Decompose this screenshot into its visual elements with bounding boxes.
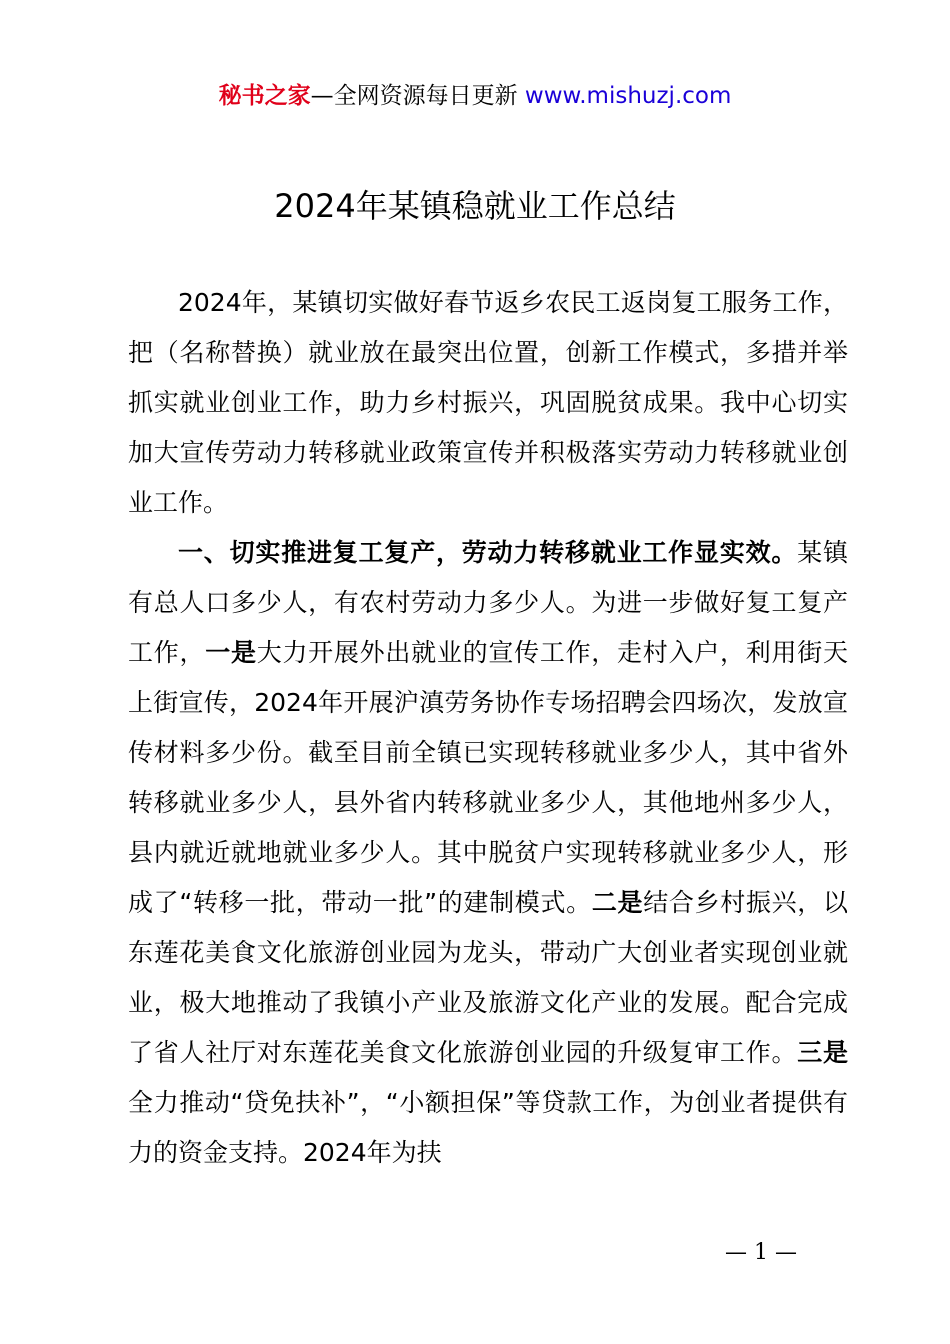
paragraph-text: 结合乡村振兴，以东莲花美食文化旅游创业园为龙头，带动广大创业者实现创业就业，极大地推动了我镇小产业及旅游文化产业的发展。配合完成了省人社厅对东莲花美食文化旅游创业园的升级复审工作。 [128, 888, 848, 1067]
section-1-paragraph [128, 528, 848, 1178]
document-body [128, 278, 848, 1178]
point-marker-1: 一是 [205, 638, 257, 667]
intro-paragraph: 2024年，某镇切实做好春节返乡农民工返岗复工服务工作，把（名称替换）就业放在最突出位置，创新工作模式，多措并举抓实就业创业工作，助力乡村振兴，巩固脱贫成果。我中心切实加大宣传劳动力转移就业政策宣传并积极落实劳动力转移就业创业工作。 [128, 288, 848, 517]
site-banner [0, 80, 950, 112]
paragraph-text: 全力推动“贷免扶补”，“小额担保”等贷款工作，为创业者提供有力的资金支持。2024年为扶 [128, 1088, 848, 1167]
section-1-heading: 一、切实推进复工复产，劳动力转移就业工作显实效。 [178, 538, 798, 567]
point-marker-2: 二是 [591, 888, 644, 917]
site-url-link[interactable]: www.mishuzj.com [524, 83, 732, 109]
point-marker-3: 三是 [797, 1038, 848, 1067]
site-slogan: 全网资源每日更新 [333, 83, 525, 109]
site-brand: 秘书之家 [218, 83, 311, 109]
document-title: 2024年某镇稳就业工作总结 [274, 187, 676, 225]
paragraph-text: 大力开展外出就业的宣传工作，走村入户，利用街天上街宣传，2024年开展沪滇劳务协作专场招聘会四场次，发放宣传材料多少份。截至目前全镇已实现转移就业多少人，其中省外转移就业多少人，县外省内转移就业多少人，其他地州多少人，县内就近就地就业多少人。其中脱贫户实现转移就业多少人，形成了“转移一批，带动一批”的建制模式。 [128, 638, 848, 917]
paragraph-text: 某镇有总人口多少人，有农村劳动力多少人。为进一步做好复工复产工作， [128, 538, 848, 667]
banner-dash: — [310, 83, 334, 109]
page-number: — 1 — [725, 1240, 797, 1265]
